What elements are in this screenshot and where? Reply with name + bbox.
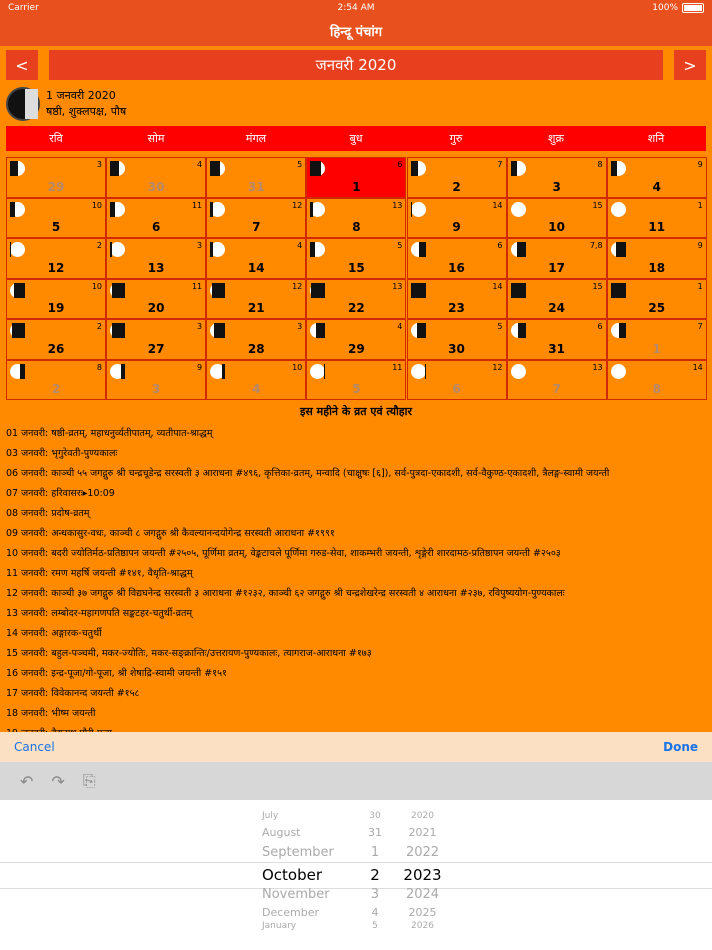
picker-option[interactable]: August <box>262 826 301 839</box>
picker-option[interactable]: November <box>262 887 330 902</box>
day-number: 29 <box>348 341 365 356</box>
calendar-day-cell[interactable] <box>407 319 507 360</box>
tithi-number: 15 <box>592 281 603 291</box>
calendar-day-cell[interactable] <box>6 157 106 198</box>
paste-icon[interactable]: ⎘ <box>82 771 96 790</box>
moon-phase-icon <box>10 161 25 176</box>
status-bar <box>0 0 712 16</box>
tithi-number: 11 <box>392 362 403 372</box>
weekday-header <box>6 126 706 151</box>
tithi-number: 3 <box>197 241 203 250</box>
festival-item: 17 जनवरी: विवेकानन्द जयन्ती #१५८ <box>6 688 140 699</box>
festival-item: 14 जनवरी: अङ्गारक-चतुर्थी <box>6 628 102 639</box>
tithi-number: 12 <box>292 281 303 291</box>
day-number: 2 <box>51 382 61 396</box>
moon-phase-icon <box>411 364 426 379</box>
picker-option[interactable]: 2023 <box>403 866 442 884</box>
calendar-day-cell[interactable] <box>407 279 507 320</box>
calendar-day-cell[interactable] <box>206 279 306 320</box>
tithi-number: 3 <box>197 322 203 331</box>
moon-phase-icon <box>310 323 325 338</box>
done-button[interactable]: Done <box>663 740 698 754</box>
day-number: 28 <box>247 341 265 356</box>
moon-phase-icon <box>110 161 125 176</box>
calendar-day-cell[interactable] <box>106 238 206 279</box>
nav-bar <box>0 16 712 46</box>
cancel-button[interactable]: Cancel <box>14 740 55 754</box>
day-number: 14 <box>247 260 265 275</box>
tithi-number: 3 <box>96 160 102 169</box>
calendar-screen <box>0 46 712 732</box>
calendar-day-cell[interactable] <box>407 198 507 239</box>
tithi-number: 6 <box>597 322 603 331</box>
tithi-number: 1 <box>697 200 703 210</box>
moon-phase-icon <box>310 364 325 379</box>
day-number: 16 <box>448 260 465 275</box>
day-number: 6 <box>151 220 161 234</box>
day-number: 17 <box>548 260 565 275</box>
tithi-number: 5 <box>397 241 403 250</box>
day-number: 5 <box>352 382 361 396</box>
day-number: 7 <box>252 220 261 234</box>
picker-option[interactable]: 2025 <box>408 906 437 919</box>
calendar-day-cell[interactable] <box>6 279 106 320</box>
calendar-day-cell[interactable] <box>507 360 607 401</box>
day-number: 20 <box>147 301 165 315</box>
calendar-week-row <box>6 319 707 360</box>
weekday-label: मंगल <box>245 132 267 145</box>
calendar-day-cell[interactable] <box>6 319 106 360</box>
day-number: 29 <box>47 179 65 194</box>
day-number: 10 <box>548 220 565 234</box>
tithi-number: 7,8 <box>589 241 603 250</box>
moon-phase-icon <box>511 323 526 338</box>
status-time: 2:54 AM <box>337 3 375 13</box>
calendar-day-cell[interactable] <box>106 319 206 360</box>
calendar-week-row <box>6 238 707 279</box>
calendar-grid <box>6 157 707 400</box>
day-number: 31 <box>247 179 265 194</box>
tithi-number: 9 <box>197 362 203 372</box>
festival-item: 10 जनवरी: बदरी ज्योतिर्मठ-प्रतिष्ठापन जयन्ती #२५०५, पूर्णिमा व्रतम्, वेङ्कटाचले पूर्णिमा गरुड-सेवा, शाकम्भरी जयन्ती, शृङ्गेरी शारदामठ-प्रतिष्ठापन जयन्ती #२५०३ <box>6 548 561 559</box>
tithi-number: 9 <box>697 241 703 250</box>
picker-option[interactable]: 4 <box>371 906 379 919</box>
moon-phase-icon <box>411 242 426 257</box>
day-number: 24 <box>548 301 565 315</box>
moon-phase-icon <box>411 202 426 217</box>
tithi-number: 6 <box>397 160 403 169</box>
festival-item: 07 जनवरी: हरिवासरः▸10:09 <box>6 488 115 499</box>
weekday-label: शनि <box>647 132 665 145</box>
moon-phase-icon <box>411 323 426 338</box>
moon-phase-icon <box>611 161 626 176</box>
moon-phase-icon <box>10 202 25 217</box>
festival-item: 11 जनवरी: रमण महर्षि जयन्ती #१४१, वैधृति-श्राद्धम् <box>6 568 193 579</box>
calendar-day-cell[interactable] <box>206 319 306 360</box>
day-number: 9 <box>452 220 461 234</box>
moon-phase-icon <box>10 364 25 379</box>
moon-phase-icon <box>611 202 626 217</box>
prev-month-button[interactable]: < <box>6 50 38 80</box>
day-number: 1 <box>352 179 361 194</box>
calendar-day-cell[interactable] <box>607 360 707 401</box>
nav-title: हिन्दू पंचांग <box>329 25 383 40</box>
festival-item: 08 जनवरी: प्रदोष-व्रतम् <box>6 508 90 519</box>
tithi-number: 11 <box>191 200 203 210</box>
day-number: 23 <box>448 301 465 315</box>
month-title: जनवरी 2020 <box>49 50 663 80</box>
tithi-number: 3 <box>297 322 303 331</box>
day-number: 19 <box>47 301 65 315</box>
moon-phase-icon <box>210 283 225 298</box>
calendar-day-cell[interactable] <box>306 238 406 279</box>
moon-phase-icon <box>511 161 526 176</box>
tithi-number: 14 <box>492 281 503 291</box>
tithi-number: 6 <box>497 241 503 250</box>
tithi-number: 4 <box>297 241 303 250</box>
calendar-day-cell[interactable] <box>407 157 507 198</box>
tithi-number: 2 <box>96 241 102 250</box>
moon-phase-icon <box>110 323 125 338</box>
moon-phase-icon <box>110 283 125 298</box>
moon-phase-icon <box>310 202 325 217</box>
calendar-week-row <box>6 360 707 401</box>
tithi-number: 1 <box>697 281 703 291</box>
moon-phase-icon <box>310 242 325 257</box>
moon-phase-icon <box>411 283 426 298</box>
picker-accessory-bar <box>0 732 712 762</box>
calendar-day-cell[interactable] <box>607 279 707 320</box>
edit-toolbar <box>0 762 712 800</box>
festivals-title: इस महीने के व्रत एवं त्यौहार <box>300 405 412 418</box>
day-number: 7 <box>552 382 561 396</box>
moon-phase-icon <box>511 202 526 217</box>
picker-option[interactable]: July <box>262 811 279 821</box>
day-number: 8 <box>352 220 361 234</box>
picker-option[interactable]: October <box>262 866 323 884</box>
weekday-label: रवि <box>49 132 63 145</box>
calendar-day-cell[interactable] <box>106 360 206 401</box>
weekday-label: बुध <box>349 132 363 145</box>
weekday-label: सोम <box>147 132 165 145</box>
day-number: 30 <box>147 179 165 194</box>
day-number: 3 <box>151 382 161 396</box>
calendar-week-row <box>6 157 707 198</box>
tithi-number: 4 <box>197 160 203 169</box>
day-number: 2 <box>452 179 461 194</box>
picker-option[interactable]: 3 <box>370 887 380 902</box>
calendar-day-cell[interactable] <box>607 319 707 360</box>
picker-option[interactable]: December <box>262 906 320 919</box>
day-number: 22 <box>348 301 365 315</box>
day-number: 21 <box>247 301 265 315</box>
calendar-day-cell[interactable] <box>306 360 406 401</box>
undo-icon[interactable]: ↶ <box>20 771 34 791</box>
calendar-day-cell[interactable] <box>206 360 306 401</box>
festival-item: 16 जनवरी: इन्द्र-पूजा/गो-पूजा, श्री शेषाद्रि-स्वामी जयन्ती #१५१ <box>6 668 227 679</box>
moon-phase-icon <box>511 283 526 298</box>
calendar-day-cell[interactable] <box>206 157 306 198</box>
moon-phase-icon <box>310 161 325 176</box>
picker-option[interactable]: 2022 <box>405 845 440 860</box>
moon-phase-icon <box>611 323 626 338</box>
calendar-day-cell[interactable] <box>206 198 306 239</box>
moon-phase-icon <box>210 202 225 217</box>
day-number: 4 <box>252 382 261 396</box>
calendar-day-cell[interactable] <box>407 238 507 279</box>
day-number: 5 <box>51 220 61 234</box>
moon-phase-icon <box>10 283 25 298</box>
next-month-button[interactable]: > <box>674 50 706 80</box>
day-number: 26 <box>47 341 65 356</box>
calendar-day-cell[interactable] <box>6 198 106 239</box>
calendar-day-cell[interactable] <box>407 360 507 401</box>
month-bar <box>6 50 706 80</box>
picker-option[interactable]: 2026 <box>411 921 434 931</box>
calendar-day-cell[interactable] <box>306 319 406 360</box>
tithi-number: 4 <box>397 322 403 331</box>
tithi-number: 7 <box>497 160 503 169</box>
tithi-number: 10 <box>292 362 303 372</box>
today-info <box>6 86 126 122</box>
picker-option[interactable]: 2021 <box>408 826 437 839</box>
calendar-day-cell[interactable] <box>106 198 206 239</box>
calendar-day-cell[interactable] <box>607 198 707 239</box>
tithi-number: 14 <box>692 362 703 372</box>
day-number: 30 <box>448 341 465 356</box>
moon-phase-icon <box>6 87 40 121</box>
calendar-day-cell[interactable] <box>507 279 607 320</box>
tithi-number: 10 <box>91 200 102 210</box>
calendar-day-cell[interactable] <box>206 238 306 279</box>
calendar-day-cell[interactable] <box>607 238 707 279</box>
calendar-day-cell[interactable] <box>6 238 106 279</box>
calendar-day-cell[interactable] <box>507 319 607 360</box>
tithi-number: 15 <box>592 200 603 210</box>
calendar-day-cell[interactable] <box>507 238 607 279</box>
calendar-week-row <box>6 198 707 239</box>
day-number: 11 <box>648 220 666 234</box>
tithi-number: 8 <box>96 362 102 372</box>
date-picker[interactable] <box>0 800 712 950</box>
tithi-number: 5 <box>297 160 303 169</box>
calendar-day-cell[interactable] <box>507 157 607 198</box>
picker-option[interactable]: 5 <box>372 921 378 931</box>
picker-option[interactable]: 2020 <box>411 811 434 821</box>
picker-selection-top-line <box>0 862 712 863</box>
tithi-number: 13 <box>392 281 403 291</box>
tithi-number: 8 <box>597 160 603 169</box>
weekday-label: गुरु <box>449 132 463 145</box>
day-number: 31 <box>548 341 565 356</box>
moon-phase-icon <box>110 202 125 217</box>
redo-icon[interactable]: ↷ <box>51 771 65 791</box>
picker-option[interactable]: September <box>262 845 334 860</box>
day-number: 3 <box>552 179 561 194</box>
tithi-number: 14 <box>492 200 503 210</box>
festival-item: 18 जनवरी: भीष्म जयन्ती <box>6 708 96 719</box>
calendar-week-row <box>6 279 707 320</box>
calendar-day-cell[interactable] <box>306 198 406 239</box>
moon-phase-icon <box>611 242 626 257</box>
carrier-label: Carrier <box>8 3 39 13</box>
calendar-day-cell[interactable] <box>306 157 406 198</box>
moon-phase-icon <box>210 161 225 176</box>
festival-list <box>6 424 706 744</box>
picker-option[interactable]: 2 <box>370 866 380 884</box>
tithi-number: 7 <box>697 322 703 331</box>
moon-phase-icon <box>210 323 225 338</box>
tithi-number: 12 <box>292 200 303 210</box>
festival-item: 09 जनवरी: अन्धकासुर-वधः, काञ्ची ८ जगद्गुरु श्री कैवल्यानन्दयोगेन्द्र सरस्वती आराधना #१९९१ <box>6 528 335 539</box>
moon-phase-icon <box>210 242 225 257</box>
day-number: 8 <box>652 382 661 396</box>
day-number: 15 <box>348 260 365 275</box>
moon-phase-icon <box>611 283 626 298</box>
tithi-number: 9 <box>697 160 703 169</box>
day-number: 18 <box>648 260 666 275</box>
moon-phase-icon <box>411 161 426 176</box>
tithi-number: 2 <box>96 322 102 331</box>
picker-option[interactable]: January <box>262 921 297 931</box>
day-number: 4 <box>652 179 661 194</box>
calendar-day-cell[interactable] <box>106 157 206 198</box>
tithi-number: 13 <box>592 362 603 372</box>
picker-option[interactable]: 1 <box>370 845 380 860</box>
moon-phase-icon <box>110 364 125 379</box>
weekday-label: शुक्र <box>548 132 564 145</box>
calendar-day-cell[interactable] <box>6 360 106 401</box>
moon-phase-icon <box>10 242 25 257</box>
festival-item: 03 जनवरी: भृगुरेवती-पुण्यकालः <box>6 448 118 459</box>
festival-item: 01 जनवरी: षष्ठी-व्रतम्, महाधनुर्व्यतीपातम्, व्यतीपात-श्राद्धम् <box>6 428 213 439</box>
tithi-number: 5 <box>497 322 503 331</box>
day-number: 12 <box>47 260 65 275</box>
festival-item: 12 जनवरी: काञ्ची ३७ जगद्गुरु श्री विद्यघनेन्द्र सरस्वती ३ आराधना #१२३२, काञ्ची ६२ जगद्गुरु श्री चन्द्रशेखरेन्द्र सरस्वती ४ आराधना #२३७, रविपुष्ययोग-पुण्यकालः <box>6 588 565 599</box>
calendar-day-cell[interactable] <box>106 279 206 320</box>
day-number: 1 <box>652 341 661 356</box>
moon-phase-icon <box>10 323 25 338</box>
tithi-number: 10 <box>91 281 102 291</box>
picker-option[interactable]: 2024 <box>405 887 440 902</box>
battery-icon <box>682 3 704 13</box>
calendar-day-cell[interactable] <box>607 157 707 198</box>
battery-percent: 100% <box>652 3 678 13</box>
calendar-day-cell[interactable] <box>306 279 406 320</box>
moon-phase-icon <box>210 364 225 379</box>
moon-phase-icon <box>310 283 325 298</box>
festival-item: 15 जनवरी: बहुल-पञ्चमी, मकर-ज्योतिः, मकर-सङ्क्रान्तिः/उत्तरायण-पुण्यकालः, त्यागराज-आराधना #१७३ <box>6 648 372 659</box>
tithi-number: 13 <box>392 200 403 210</box>
moon-phase-icon <box>611 364 626 379</box>
picker-option[interactable]: 31 <box>368 826 382 839</box>
day-number: 13 <box>147 260 165 275</box>
today-date: 1 जनवरी 2020 <box>46 89 116 102</box>
moon-phase-icon <box>511 242 526 257</box>
tithi-number: 12 <box>492 362 503 372</box>
moon-phase-icon <box>110 242 125 257</box>
picker-option[interactable]: 30 <box>369 811 381 821</box>
tithi-number: 11 <box>191 281 203 291</box>
day-number: 6 <box>452 382 461 396</box>
festival-item: 13 जनवरी: लम्बोदर-महागणपति सङ्कटहर-चतुर्थी-व्रतम् <box>6 608 193 619</box>
day-number: 25 <box>648 301 666 315</box>
moon-phase-icon <box>511 364 526 379</box>
festival-item: 06 जनवरी: काञ्ची ५५ जगद्गुरु श्री चन्द्रचूडेन्द्र सरस्वती ३ आराधना #४९६, कृत्तिका-व्रतम्, मन्वादि (चाक्षुषः [६]), सर्व-पुत्रदा-एकादशी, सर्व-वैकुण्ठ-एकादशी, त्रैलङ्ग-स्वामी जयन्ती <box>6 468 610 479</box>
calendar-day-cell[interactable] <box>507 198 607 239</box>
day-number: 27 <box>147 341 165 356</box>
today-tithi: षष्ठी, शुक्लपक्ष, पौष <box>46 105 127 118</box>
